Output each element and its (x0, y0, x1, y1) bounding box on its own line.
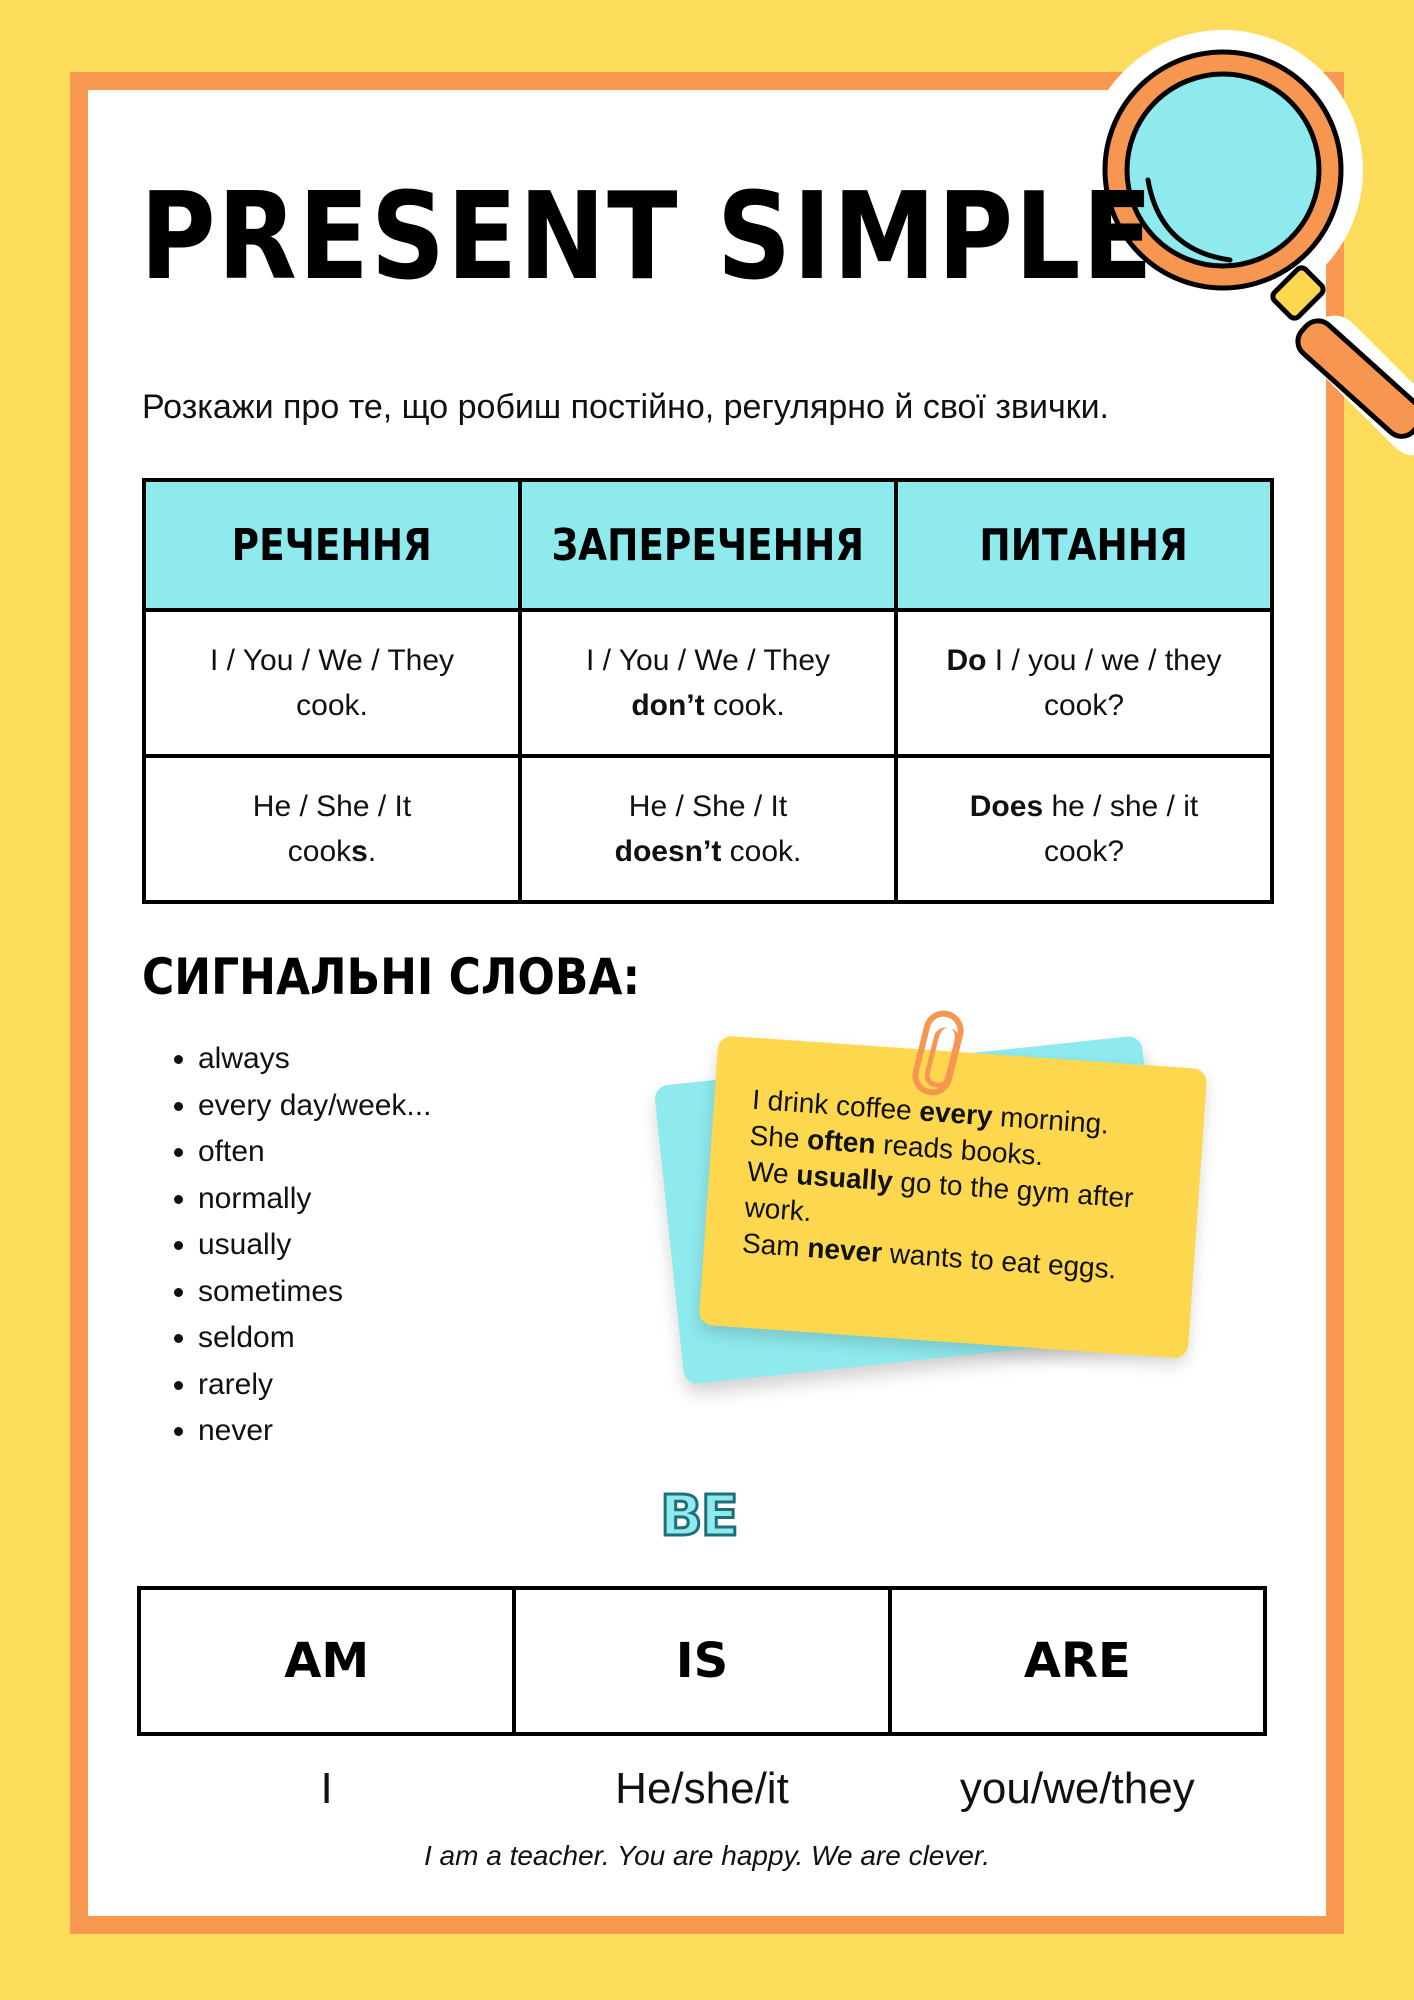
table-cell: He / She / It doesn’t cook. (520, 756, 896, 902)
page-title: PRESENT SIMPLE (140, 168, 1155, 307)
grammar-table (142, 478, 1274, 904)
example-sentence: She often reads books. (748, 1119, 1045, 1172)
table-row (144, 756, 1272, 902)
pronoun-cell: He/she/it (615, 1764, 789, 1813)
example-sentence: I drink coffee every morning. (751, 1083, 1111, 1140)
be-example-sentence: I am a teacher. You are happy. We are clever. (423, 1840, 990, 1871)
pronoun-cell: I (320, 1764, 333, 1813)
list-item: • usually (198, 1222, 431, 1269)
header-negation: ЗАПЕРЕЧЕННЯ (520, 480, 896, 610)
header-are: ARE (890, 1588, 1265, 1734)
table-cell: Does he / she / it cook? (896, 756, 1272, 902)
example-sentence: Sam never wants to eat eggs. (741, 1227, 1118, 1285)
table-row (139, 1734, 1265, 1842)
pronoun-cell: you/we/they (959, 1764, 1195, 1813)
subtitle: Розкажи про те, що робиш постійно, регулярно й свої звички. (142, 388, 1110, 426)
list-item: • sometimes (198, 1269, 431, 1316)
list-item: • often (198, 1129, 431, 1176)
list-item: • normally (198, 1176, 431, 1223)
table-row (144, 610, 1272, 756)
list-item: • seldom (198, 1315, 431, 1362)
be-table (137, 1586, 1267, 1842)
be-label: BE (660, 1484, 737, 1549)
signal-words-list (170, 1036, 431, 1455)
list-item: • rarely (198, 1362, 431, 1409)
sticky-note (698, 1035, 1207, 1358)
table-cell: Do I / you / we / they cook? (896, 610, 1272, 756)
list-item: • every day/week... (198, 1083, 431, 1130)
header-is: IS (514, 1588, 889, 1734)
header-statement: РЕЧЕННЯ (144, 480, 520, 610)
header-am: AM (139, 1588, 514, 1734)
list-item: • never (198, 1408, 431, 1455)
table-cell: He / She / It cooks. (144, 756, 520, 902)
signal-words-heading: СИГНАЛЬНІ СЛОВА: (142, 948, 641, 1006)
header-question: ПИТАННЯ (896, 480, 1272, 610)
table-cell: I / You / We / They cook. (144, 610, 520, 756)
table-cell: I / You / We / They don’t cook. (520, 610, 896, 756)
example-sentence: We usually go to the gym after work. (743, 1155, 1135, 1228)
list-item: • always (198, 1036, 431, 1083)
